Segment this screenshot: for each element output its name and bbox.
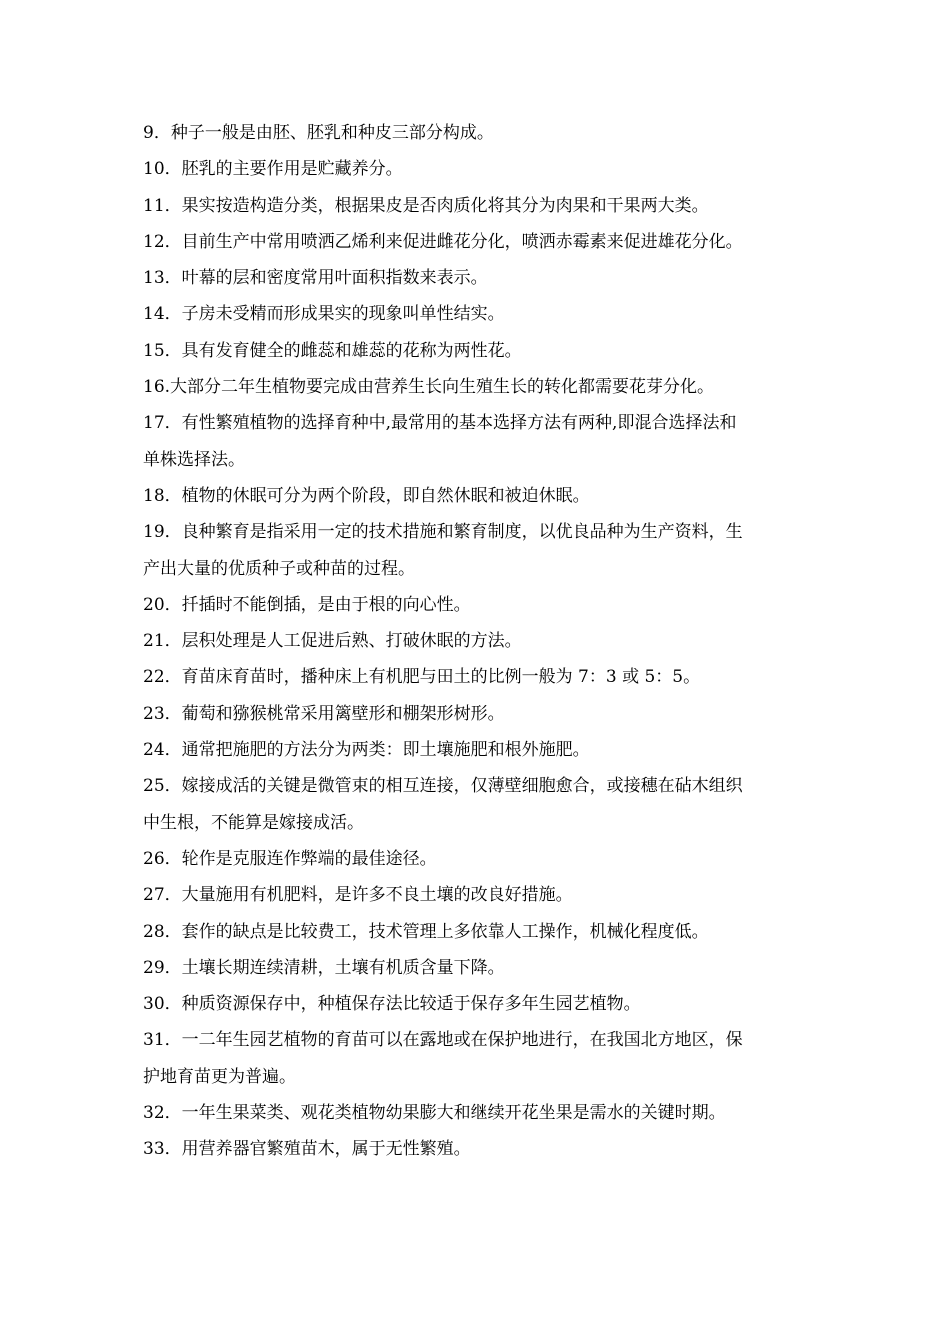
- text-line-25: 25．嫁接成活的关键是微管束的相互连接，仅薄壁细胞愈合，或接穗在砧木组织: [143, 776, 743, 797]
- text-line-32: 32．一年生果菜类、观花类植物幼果膨大和继续开花坐果是需水的关键时期。: [143, 1103, 726, 1124]
- text-line-17-cont: 单株选择法。: [143, 449, 245, 470]
- text-line-9: 9．种子一般是由胚、胚乳和种皮三部分构成。: [143, 123, 494, 143]
- text-line-18: 18．植物的休眠可分为两个阶段，即自然休眠和被迫休眠。: [143, 485, 590, 506]
- text-line-13: 13．叶幕的层和密度常用叶面积指数来表示。: [143, 268, 488, 289]
- text-line-14: 14．子房未受精而形成果实的现象叫单性结实。: [143, 304, 505, 325]
- text-line-33: 33．用营养器官繁殖苗木，属于无性繁殖。: [143, 1139, 471, 1160]
- text-line-15: 15．具有发育健全的雌蕊和雄蕊的花称为两性花。: [143, 340, 522, 361]
- text-line-21: 21．层积处理是人工促进后熟、打破休眠的方法。: [143, 631, 522, 652]
- text-line-19-cont: 产出大量的优质种子或种苗的过程。: [143, 558, 415, 579]
- text-line-22: 22．育苗床育苗时，播种床上有机肥与田土的比例一般为 7：3 或 5：5。: [143, 667, 701, 688]
- text-line-23: 23．葡萄和猕猴桃常采用篱壁形和棚架形树形。: [143, 703, 505, 724]
- text-line-25-cont: 中生根，不能算是嫁接成活。: [143, 812, 364, 833]
- text-line-12: 12．目前生产中常用喷洒乙烯利来促进雌花分化，喷洒赤霉素来促进雄花分化。: [143, 231, 743, 252]
- text-line-30: 30．种质资源保存中，种植保存法比较适于保存多年生园艺植物。: [143, 994, 641, 1015]
- document-body: [143, 115, 813, 1168]
- text-line-11: 11．果实按造构造分类，根据果皮是否肉质化将其分为肉果和干果两大类。: [143, 195, 709, 216]
- text-line-31-cont: 护地育苗更为普遍。: [143, 1066, 296, 1087]
- text-line-27: 27．大量施用有机肥料，是许多不良土壤的改良好措施。: [143, 885, 573, 906]
- text-line-24: 24．通常把施肥的方法分为两类：即土壤施肥和根外施肥。: [143, 740, 590, 761]
- text-line-10: 10．胚乳的主要作用是贮藏养分。: [143, 159, 403, 180]
- text-line-19: 19．良种繁育是指采用一定的技术措施和繁育制度，以优良品种为生产资料，生: [143, 522, 743, 543]
- text-line-29: 29．土壤长期连续清耕，土壤有机质含量下降。: [143, 957, 505, 978]
- text-line-17: 17．有性繁殖植物的选择育种中,最常用的基本选择方法有两种,即混合选择法和: [143, 413, 737, 434]
- text-line-28: 28．套作的缺点是比较费工，技术管理上多依靠人工操作，机械化程度低。: [143, 921, 709, 942]
- text-line-26: 26．轮作是克服连作弊端的最佳途径。: [143, 848, 437, 869]
- text-line-16: 16.大部分二年生植物要完成由营养生长向生殖生长的转化都需要花芽分化。: [143, 377, 715, 398]
- text-line-20: 20．扦插时不能倒插，是由于根的向心性。: [143, 594, 471, 615]
- text-line-31: 31．一二年生园艺植物的育苗可以在露地或在保护地进行，在我国北方地区，保: [143, 1030, 743, 1051]
